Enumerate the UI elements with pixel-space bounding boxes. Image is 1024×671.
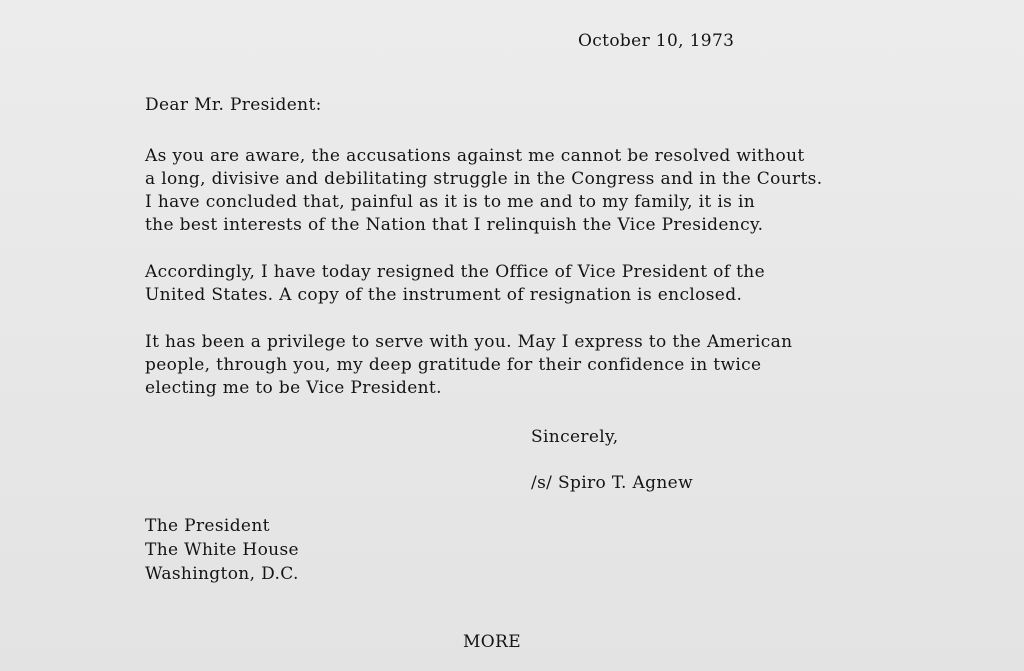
address-line: Washington, D.C. [145,564,299,584]
paragraph-line: As you are aware, the accusations against me cannot be resolved without [145,146,805,166]
signature: /s/ Spiro T. Agnew [531,473,693,493]
paragraph-line: Accordingly, I have today resigned the Office of Vice President of the [145,262,766,282]
paragraph-line: a long, divisive and debilitating struggle in the Congress and in the Courts. [145,169,823,189]
address-line: The White House [145,540,299,560]
salutation: Dear Mr. President: [145,95,322,115]
recipient-address [145,514,299,586]
paragraph-2 [145,261,765,307]
paragraph-line: United States. A copy of the instrument of resignation is enclosed. [145,285,743,305]
paragraph-line: It has been a privilege to serve with you. May I express to the American [145,332,793,352]
paragraph-1 [145,145,823,237]
letter-date: October 10, 1973 [578,31,735,51]
closing: Sincerely, [531,427,619,447]
paragraph-line: electing me to be Vice President. [145,378,442,398]
paragraph-line: the best interests of the Nation that I relinquish the Vice Presidency. [145,215,764,235]
paragraph-3 [145,331,792,400]
address-line: The President [145,516,270,536]
more-footer: MORE [463,632,521,652]
paragraph-line: people, through you, my deep gratitude for their confidence in twice [145,355,762,375]
paragraph-line: I have concluded that, painful as it is to me and to my family, it is in [145,192,756,212]
